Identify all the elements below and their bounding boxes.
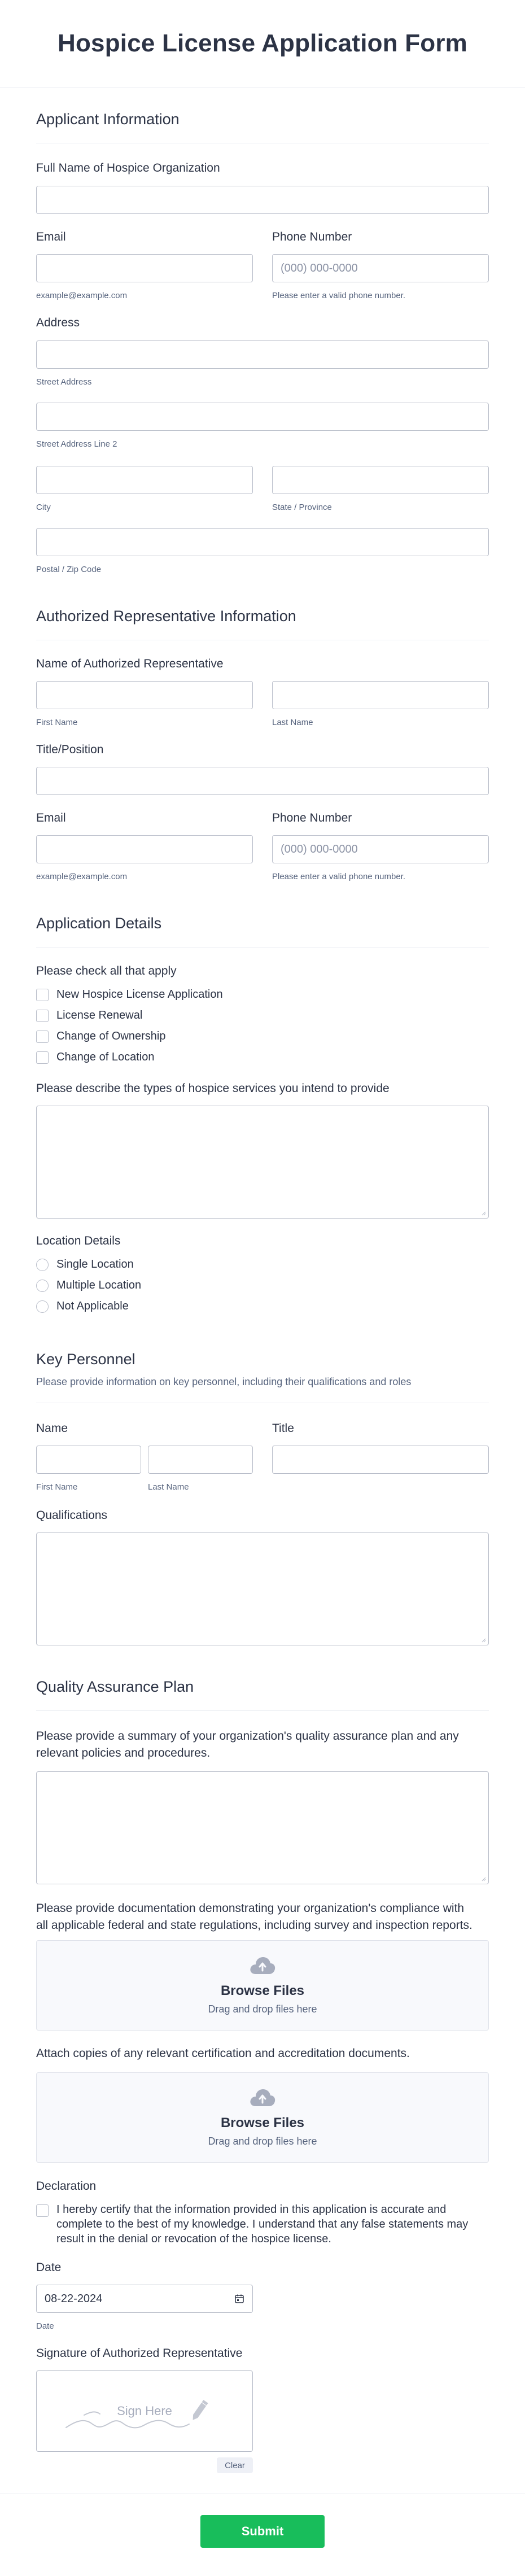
calendar-icon[interactable] (234, 2294, 244, 2304)
rep-first-name-input[interactable] (36, 681, 253, 709)
personnel-section-subtitle: Please provide information on key personnel, including their qualifications and roles (36, 1376, 412, 1387)
browse-files-label[interactable]: Browse Files (220, 2115, 305, 2130)
personnel-section-title: Key Personnel (36, 1351, 135, 1368)
date-value: 08-22-2024 (45, 2292, 103, 2305)
declaration-text: I hereby certify that the information provided in this application is accurate and complete to the best of my knowledge. I understand that any false statements may result in the denial or revocation of the hospice license. (56, 2203, 469, 2245)
declaration-label: Declaration (36, 2180, 97, 2193)
street-address-line2-sublabel: Street Address Line 2 (36, 439, 117, 449)
declaration-checkbox-row[interactable] (36, 2202, 468, 2246)
city-input[interactable] (36, 466, 253, 494)
street-address-input[interactable] (36, 340, 489, 369)
submit-button[interactable]: Submit (200, 2515, 325, 2548)
rep-title-label: Title/Position (36, 743, 104, 756)
rep-email-hint: example@example.com (36, 872, 128, 881)
personnel-last-name-sublabel: Last Name (148, 1482, 189, 1492)
state-sublabel: State / Province (272, 503, 332, 512)
radio-option-not-applicable[interactable]: Not Applicable (36, 1300, 141, 1313)
qa-summary-label: Please provide a summary of your organization's quality assurance plan and any relevant policies and procedures. (36, 1730, 459, 1759)
certification-upload-dropzone[interactable] (36, 2072, 489, 2163)
applicant-email-label: Email (36, 230, 66, 243)
representative-section-title: Authorized Representative Information (36, 608, 296, 625)
form-header (0, 0, 525, 88)
checkbox-option-location[interactable]: Change of Location (36, 1051, 223, 1064)
qa-section-header (36, 1678, 489, 1711)
cloud-upload-icon (249, 2088, 276, 2107)
address-label: Address (36, 316, 80, 329)
personnel-last-name-input[interactable] (148, 1446, 253, 1474)
applicant-phone-input[interactable] (272, 254, 489, 282)
rep-first-name-sublabel: First Name (36, 718, 78, 727)
rep-title-input[interactable] (36, 767, 489, 795)
rep-email-label: Email (36, 811, 66, 824)
checkbox-option-ownership[interactable]: Change of Ownership (36, 1030, 223, 1043)
street-address-sublabel: Street Address (36, 377, 92, 387)
rep-last-name-input[interactable] (272, 681, 489, 709)
postal-code-sublabel: Postal / Zip Code (36, 565, 102, 574)
applicant-phone-label: Phone Number (272, 230, 352, 243)
clear-signature-button[interactable]: Clear (217, 2457, 253, 2473)
browse-files-label[interactable]: Browse Files (220, 1983, 305, 1998)
personnel-name-label: Name (36, 1422, 68, 1435)
date-input[interactable] (36, 2285, 253, 2313)
checkbox[interactable] (36, 1031, 49, 1043)
sign-here-text: Sign Here (117, 2404, 172, 2418)
drag-drop-hint: Drag and drop files here (208, 2003, 317, 2015)
rep-name-label: Name of Authorized Representative (36, 657, 224, 670)
org-name-label: Full Name of Hospice Organization (36, 161, 220, 174)
location-radio-group (36, 1250, 141, 1313)
services-label: Please describe the types of hospice services you intend to provide (36, 1082, 390, 1095)
application-section-title: Application Details (36, 915, 162, 932)
radio[interactable] (36, 1300, 49, 1313)
personnel-title-label: Title (272, 1422, 294, 1435)
postal-code-input[interactable] (36, 528, 489, 556)
applicant-section-title: Applicant Information (36, 111, 180, 128)
declaration-checkbox[interactable] (36, 2204, 49, 2217)
location-details-label: Location Details (36, 1234, 121, 1247)
radio-option-multiple[interactable]: Multiple Location (36, 1279, 141, 1292)
signature-label: Signature of Authorized Representative (36, 2347, 243, 2360)
compliance-label: Please provide documentation demonstrating your organization's compliance with all applicable federal and state regulations, including survey and inspection reports. (36, 1902, 473, 1932)
signature-pad[interactable] (36, 2370, 253, 2452)
drag-drop-hint: Drag and drop files here (208, 2135, 317, 2147)
radio-option-single[interactable]: Single Location (36, 1258, 141, 1271)
personnel-first-name-sublabel: First Name (36, 1482, 78, 1492)
cloud-upload-icon (249, 1956, 276, 1975)
compliance-upload-dropzone[interactable] (36, 1940, 489, 2031)
org-name-input[interactable] (36, 186, 489, 214)
street-address-line2-input[interactable] (36, 403, 489, 431)
applicant-email-input[interactable] (36, 254, 253, 282)
application-type-checkbox-group (36, 980, 223, 1064)
applicant-phone-placeholder: (000) 000-0000 (281, 261, 358, 274)
rep-phone-input[interactable] (272, 835, 489, 863)
radio[interactable] (36, 1259, 49, 1271)
personnel-section-header (36, 1351, 489, 1403)
resize-handle-icon[interactable] (480, 1210, 486, 1216)
radio[interactable] (36, 1280, 49, 1292)
representative-section-header (36, 608, 489, 640)
state-input[interactable] (272, 466, 489, 494)
checkbox[interactable] (36, 989, 49, 1001)
checkbox-option-renewal[interactable]: License Renewal (36, 1009, 223, 1022)
applicant-section-header (36, 111, 489, 143)
rep-phone-placeholder: (000) 000-0000 (281, 842, 358, 855)
date-sublabel: Date (36, 2321, 54, 2331)
checkbox[interactable] (36, 1051, 49, 1064)
services-textarea[interactable] (36, 1106, 489, 1219)
applicant-email-hint: example@example.com (36, 291, 128, 300)
city-sublabel: City (36, 503, 51, 512)
attach-label: Attach copies of any relevant certification and accreditation documents. (36, 2047, 410, 2060)
rep-phone-label: Phone Number (272, 811, 352, 824)
resize-handle-icon[interactable] (480, 1876, 486, 1881)
rep-last-name-sublabel: Last Name (272, 718, 313, 727)
qualifications-textarea[interactable] (36, 1532, 489, 1645)
application-section-header (36, 915, 489, 948)
checkbox[interactable] (36, 1010, 49, 1022)
qa-summary-textarea[interactable] (36, 1771, 489, 1884)
date-label: Date (36, 2261, 62, 2274)
qa-section-title: Quality Assurance Plan (36, 1678, 194, 1695)
page-title: Hospice License Application Form (57, 29, 468, 57)
checkbox-option-new-license[interactable]: New Hospice License Application (36, 988, 223, 1001)
rep-phone-hint: Please enter a valid phone number. (272, 872, 405, 881)
rep-email-input[interactable] (36, 835, 253, 863)
resize-handle-icon[interactable] (480, 1637, 486, 1643)
personnel-title-input[interactable] (272, 1446, 489, 1474)
applicant-phone-hint: Please enter a valid phone number. (272, 291, 405, 300)
personnel-first-name-input[interactable] (36, 1446, 141, 1474)
qualifications-label: Qualifications (36, 1509, 108, 1522)
check-all-label: Please check all that apply (36, 964, 177, 977)
